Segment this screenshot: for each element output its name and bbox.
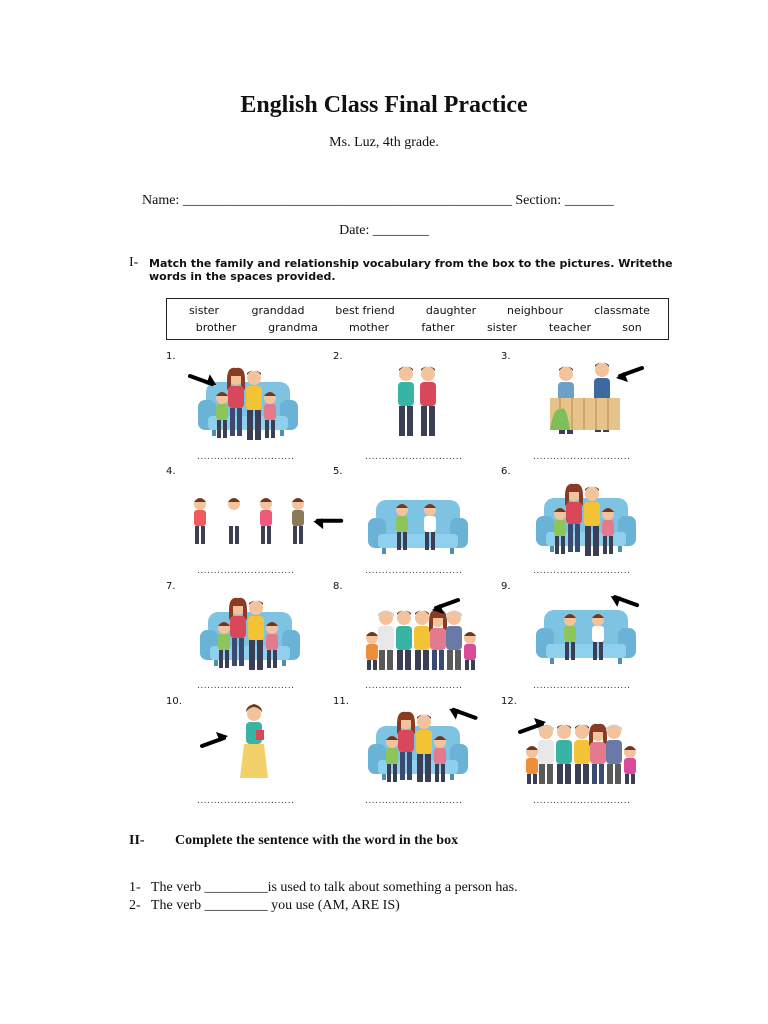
question-text[interactable]: The verb _________is used to talk about something a person has. — [150, 880, 518, 895]
two-children-sofa-picture — [536, 588, 640, 664]
item-number: 3. — [501, 351, 511, 362]
answer-blank[interactable]: ............................. — [197, 796, 295, 806]
name-section-field[interactable]: Name: _______________________________________________ Section: _______ — [142, 193, 614, 208]
word: sister — [188, 304, 220, 317]
page-title: English Class Final Practice — [240, 92, 528, 118]
item-number: 9. — [501, 581, 511, 592]
answer-blank[interactable]: ............................. — [365, 566, 463, 576]
page-subtitle: Ms. Luz, 4th grade. — [329, 135, 439, 150]
neighbours-picture — [548, 358, 648, 434]
word: neighbour — [507, 304, 563, 317]
family-on-sofa-picture — [368, 702, 478, 782]
word: brother — [195, 321, 237, 334]
two-children-sofa-picture — [368, 476, 468, 556]
question-number: 2- — [129, 898, 141, 913]
answer-blank[interactable]: ............................. — [365, 452, 463, 462]
word: sister — [486, 321, 518, 334]
answer-blank[interactable]: ............................. — [533, 681, 631, 691]
big-family-picture — [518, 702, 640, 784]
two-friends-picture — [380, 358, 450, 440]
answer-blank[interactable]: ............................. — [533, 796, 631, 806]
item-number: 4. — [166, 466, 176, 477]
word: mother — [348, 321, 390, 334]
word: son — [622, 321, 642, 334]
answer-blank[interactable]: ............................. — [197, 681, 295, 691]
item-number: 2. — [333, 351, 343, 362]
answer-blank[interactable]: ............................. — [533, 566, 631, 576]
family-on-sofa-picture — [536, 474, 636, 556]
classmates-picture — [180, 480, 344, 556]
family-on-sofa-picture — [200, 588, 300, 670]
section-1-number: I- — [129, 255, 139, 270]
answer-blank[interactable]: ............................. — [365, 681, 463, 691]
answer-blank[interactable]: ............................. — [197, 566, 295, 576]
item-number: 6. — [501, 466, 511, 477]
family-on-sofa-picture — [188, 358, 300, 440]
teacher-picture — [198, 700, 278, 784]
item-number: 7. — [166, 581, 176, 592]
section-2-instruction: Complete the sentence with the word in the box — [175, 833, 459, 848]
question-number: 1- — [129, 880, 141, 895]
item-number: 5. — [333, 466, 343, 477]
word: teacher — [548, 321, 592, 334]
item-number: 11. — [333, 696, 349, 707]
answer-blank[interactable]: ............................. — [365, 796, 463, 806]
big-family-picture — [364, 588, 486, 670]
item-number: 10. — [166, 696, 182, 707]
word: classmate — [594, 304, 650, 317]
answer-blank[interactable]: ............................. — [197, 452, 295, 462]
section-1-instruction: Match the family and relationship vocabulary from the box to the pictures. Writethe words in the spaces provided. — [149, 257, 673, 283]
word: grandma — [268, 321, 318, 334]
question-1 — [129, 880, 518, 896]
item-number: 1. — [166, 351, 176, 362]
section-2-number: II- — [129, 833, 145, 848]
word: father — [421, 321, 455, 334]
question-text[interactable]: The verb _________ you use (AM, ARE IS) — [150, 898, 400, 913]
item-number: 12. — [501, 696, 517, 707]
date-field[interactable]: Date: ________ — [339, 223, 429, 238]
word: granddad — [251, 304, 305, 317]
word: daughter — [425, 304, 477, 317]
question-2 — [129, 898, 400, 914]
answer-blank[interactable]: ............................. — [533, 452, 631, 462]
word: best friend — [335, 304, 395, 317]
item-number: 8. — [333, 581, 343, 592]
word-box — [166, 298, 669, 340]
